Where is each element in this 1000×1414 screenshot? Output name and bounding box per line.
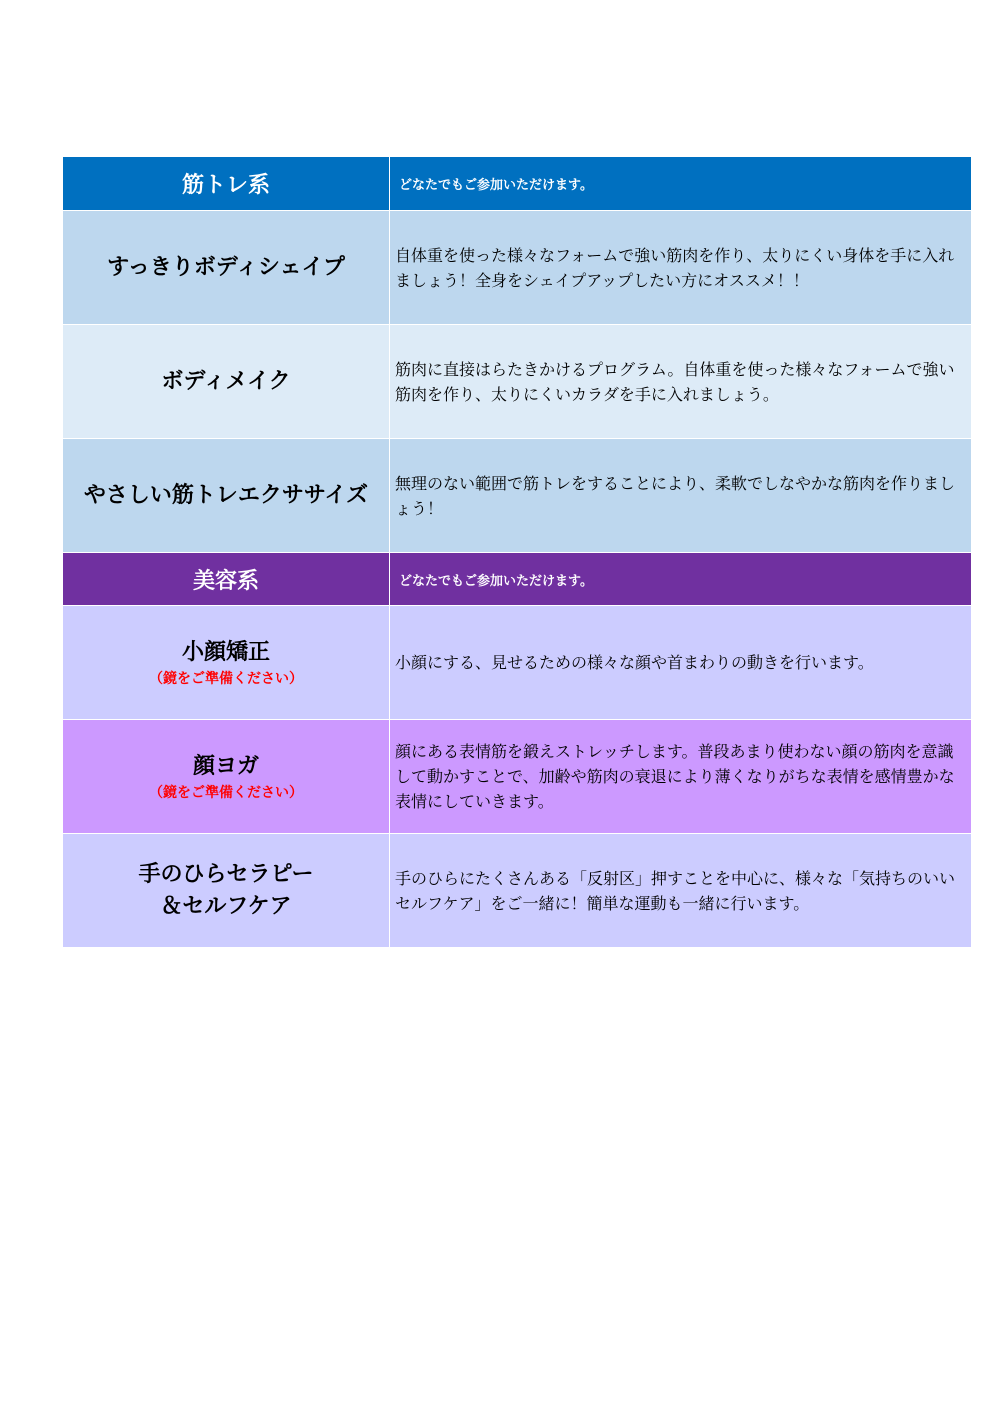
program-row [63,719,971,833]
program-row [63,605,971,719]
program-description: 手のひらにたくさんある「反射区」押すことを中心に、様々な「気持ちのいいセルフケア」をご一緒に！簡単な運動も一緒に行います。 [395,868,956,913]
section-title: 美容系 [192,568,259,594]
program-name: ボディメイク [161,368,291,394]
program-row [63,324,971,438]
section-note: どなたでもご参加いただけます。 [399,573,593,589]
program-name: やさしい筋トレエクササイズ [83,482,369,508]
program-name: 小顔矯正 [181,639,270,665]
program-description: 顔にある表情筋を鍛えストレッチします。普段あまり使わない顔の筋肉を意識して動かすことで、加齢や筋肉の衰退により薄くなりがちな表情を感情豊かな表情にしていきます。 [395,742,955,811]
program-note: （鏡をご準備ください） [149,784,303,801]
program-row [63,833,971,947]
section-header-beauty [63,552,971,605]
program-row [63,210,971,324]
program-table [63,157,971,947]
program-description: 小顔にする、見せるための様々な顔や首まわりの動きを行います。 [395,653,874,672]
program-row [63,438,971,552]
program-note: （鏡をご準備ください） [149,670,303,687]
program-name: 顔ヨガ [192,753,259,779]
program-description: 自体重を使った様々なフォームで強い筋肉を作り、太りにくい身体を手に入れましょう！全身をシェイプアップしたい方にオススメ！！ [395,245,955,290]
section-header-training [63,157,971,210]
section-title: 筋トレ系 [181,173,270,198]
program-name: すっきりボディシェイプ [107,254,345,280]
program-description: 無理のない範囲で筋トレをすることにより、柔軟でしなやかな筋肉を作りましょう！ [395,473,956,518]
program-description: 筋肉に直接はらたきかけるプログラム。自体重を使った様々なフォームで強い筋肉を作り、太りにくいカラダを手に入れましょう。 [395,359,955,404]
section-note: どなたでもご参加いただけます。 [399,178,593,193]
program-name: 手のひらセラピー ＆セルフケア [138,861,314,919]
